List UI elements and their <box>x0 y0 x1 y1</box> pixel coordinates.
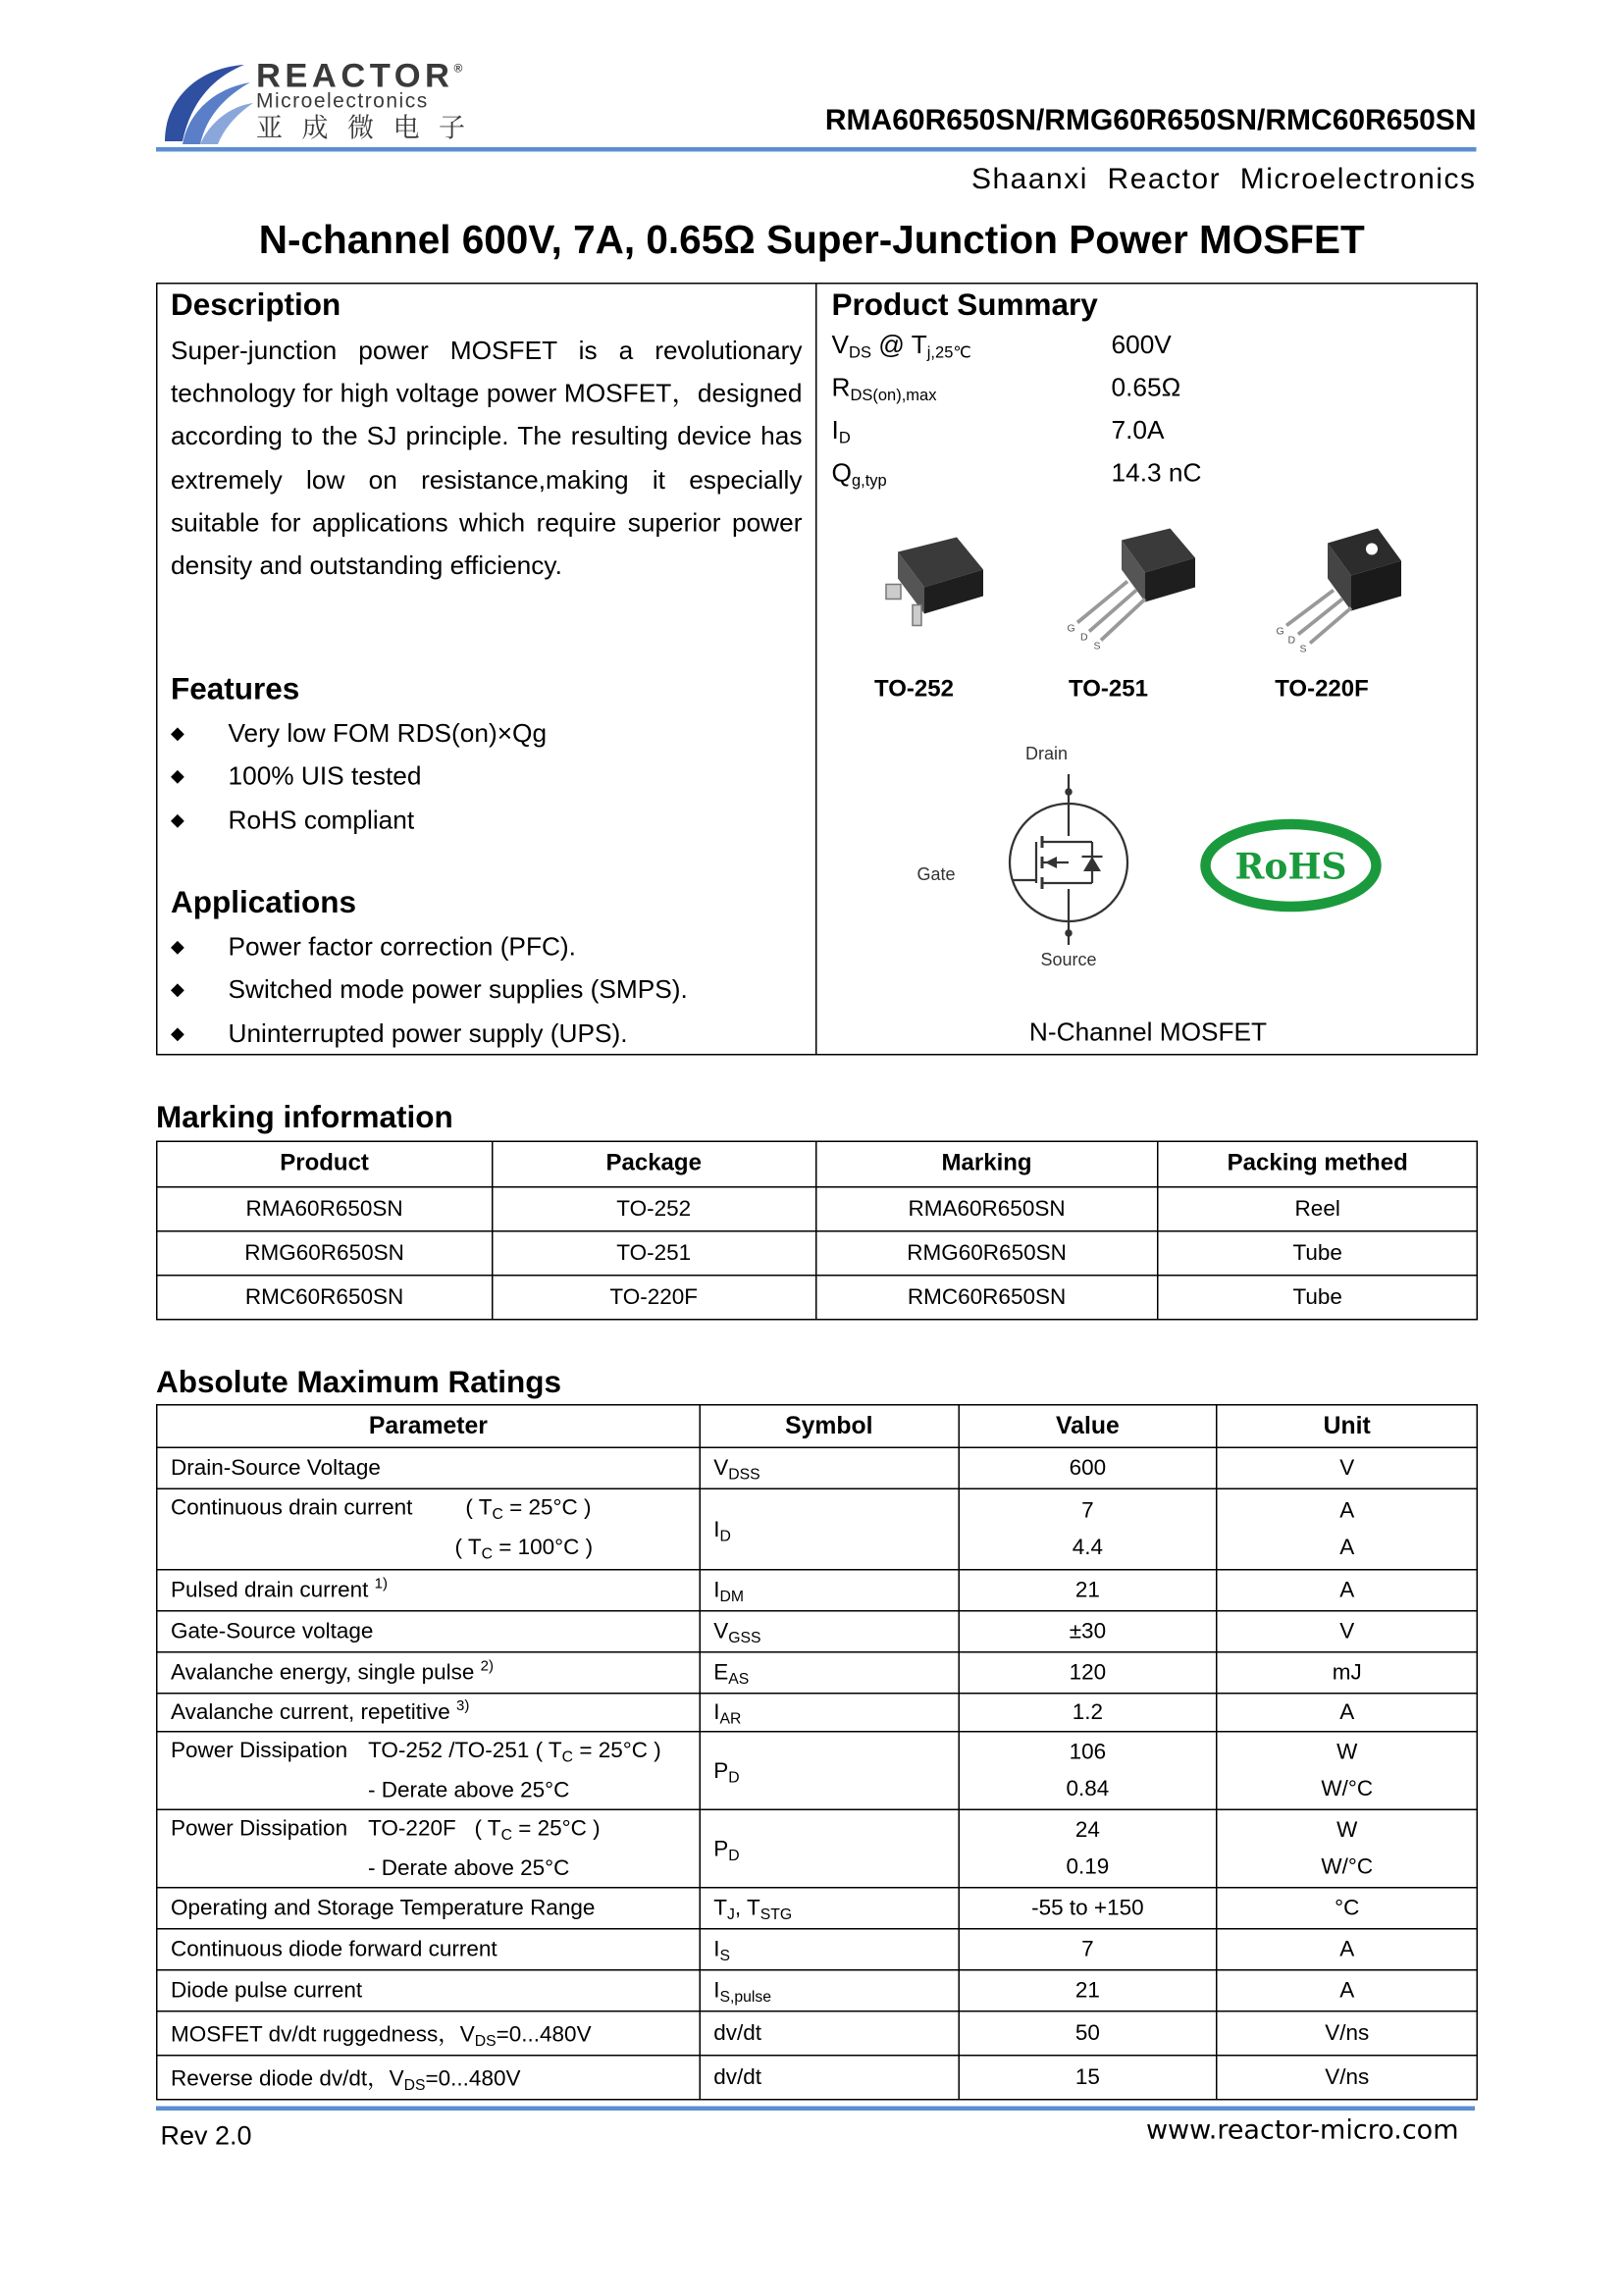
column-header: Unit <box>1217 1405 1477 1448</box>
cell-value: 600 <box>959 1447 1218 1488</box>
diamond-bullet-icon: ◆ <box>171 722 184 744</box>
cell-packing: Tube <box>1158 1231 1477 1276</box>
table-row <box>157 1970 1478 2011</box>
table-row <box>157 1488 1478 1570</box>
cell-value: 120 <box>959 1652 1218 1694</box>
list-item: ◆ Switched mode power supplies (SMPS). <box>171 968 688 1012</box>
cell-unit: A <box>1217 1970 1477 2011</box>
list-item: ◆ 100% UIS tested <box>171 756 547 799</box>
cell-parameter: Power Dissipation TO-220F ( $T_C = 25^\circ C$ ) - Derate above 25°C <box>157 1809 700 1888</box>
pin-label-s: S <box>1093 640 1101 652</box>
applications-list <box>171 926 688 1056</box>
summary-row-vds: VDS @ Tj,25℃ 600V <box>831 330 1172 362</box>
cell-symbol: dv/dt <box>700 2056 959 2100</box>
cell-parameter: Avalanche current, repetitive $^{3)}$ <box>157 1694 700 1732</box>
column-header: Symbol <box>700 1405 959 1448</box>
symbol-caption: N-Channel MOSFET <box>1028 1017 1268 1047</box>
cell-parameter: Reverse diode dv/dt，$V_{DS}=0...480V$ <box>157 2056 700 2100</box>
ratings-table <box>156 1404 1478 2101</box>
cell-value: ±30 <box>959 1611 1218 1652</box>
cell-parameter: MOSFET dv/dt ruggedness，$V_{DS}=0...480V$ <box>157 2011 700 2056</box>
summary-row-qg: Qg,typ 14.3 nC <box>831 457 1202 491</box>
company-logo <box>156 56 509 150</box>
description-heading: Description <box>171 288 341 323</box>
drain-label: Drain <box>1024 744 1069 763</box>
cell-symbol: $V_{DSS}$ <box>700 1447 959 1488</box>
pin-label-s: S <box>1299 643 1307 655</box>
cell-parameter: Power Dissipation TO-252 /TO-251 ( $T_C = 25^\circ C$ ) - Derate above 25°C <box>157 1732 700 1810</box>
cell-parameter: Pulsed drain current $^{1)}$ <box>157 1570 700 1611</box>
cell-unit: W W/°C <box>1217 1809 1477 1888</box>
summary-value: 14.3 nC <box>1111 457 1202 488</box>
table-row <box>157 2056 1478 2100</box>
cell-symbol: $I_{AR}$ <box>700 1694 959 1732</box>
column-header: Marking <box>815 1141 1158 1187</box>
rohs-logo-icon <box>1200 818 1383 913</box>
table-row <box>157 1732 1478 1810</box>
cell-unit: A <box>1217 1694 1477 1732</box>
revision-label: Rev 2.0 <box>160 2120 252 2151</box>
table-row <box>157 1187 1478 1231</box>
cell-package: TO-220F <box>492 1276 815 1320</box>
summary-row-rdson: RDS(on),max 0.65Ω <box>831 372 1181 405</box>
cell-parameter: Gate-Source voltage <box>157 1611 700 1652</box>
marking-table <box>156 1141 1478 1321</box>
diamond-bullet-icon: ◆ <box>171 1021 184 1043</box>
cell-value: 1.2 <box>959 1694 1218 1732</box>
cell-unit: V <box>1217 1447 1477 1488</box>
applications-heading: Applications <box>171 886 357 920</box>
nmos-schematic-icon <box>898 736 1148 986</box>
diamond-bullet-icon: ◆ <box>171 809 184 830</box>
table-row <box>157 1694 1478 1732</box>
cell-symbol: $I_{DM}$ <box>700 1570 959 1611</box>
column-header: Parameter <box>157 1405 700 1448</box>
pin-label-g: G <box>1067 622 1075 635</box>
cell-symbol: $I_{S,pulse}$ <box>700 1970 959 2011</box>
cell-value: 15 <box>959 2056 1218 2100</box>
header-rule <box>156 147 1477 152</box>
cell-parameter: Diode pulse current <box>157 1970 700 2011</box>
diamond-bullet-icon: ◆ <box>171 978 184 1000</box>
list-item: ◆ RoHS compliant <box>171 799 547 842</box>
cell-unit: A <box>1217 1929 1477 1970</box>
features-heading: Features <box>171 672 300 706</box>
cell-unit: A <box>1217 1570 1477 1611</box>
company-name: Shaanxi Reactor Microelectronics <box>970 163 1477 196</box>
cell-unit: mJ <box>1217 1652 1477 1694</box>
table-header-row <box>157 1405 1478 1448</box>
cell-value: 24 0.19 <box>959 1809 1218 1888</box>
package-label-to252: TO-252 <box>874 677 954 703</box>
table-header-row <box>157 1141 1478 1187</box>
table-row <box>157 1888 1478 1929</box>
features-list <box>171 712 547 842</box>
website-link[interactable]: www.reactor-micro.com <box>1145 2114 1459 2146</box>
cell-unit: V/ns <box>1217 2056 1477 2100</box>
summary-row-id: ID 7.0A <box>831 415 1165 447</box>
summary-value: 0.65Ω <box>1111 372 1181 402</box>
column-header: Package <box>492 1141 815 1187</box>
pin-label-d: D <box>1080 631 1088 644</box>
table-row <box>157 1652 1478 1694</box>
cell-symbol: $P_D$ <box>700 1809 959 1888</box>
logo-brand: REACTOR® <box>256 56 463 94</box>
table-row <box>157 1447 1478 1488</box>
logo-swoosh-icon <box>156 56 259 150</box>
cell-package: TO-251 <box>492 1231 815 1276</box>
list-item: ◆ Uninterrupted power supply (UPS). <box>171 1012 688 1055</box>
list-item: ◆ Power factor correction (PFC). <box>171 926 688 969</box>
summary-value: 7.0A <box>1111 415 1165 444</box>
cell-package: TO-252 <box>492 1187 815 1231</box>
package-pictures <box>854 523 1442 670</box>
logo-subtitle: Microelectronics <box>256 88 429 112</box>
cell-unit: V/ns <box>1217 2011 1477 2056</box>
document-title: N-channel 600V, 7A, 0.65Ω Super-Junction Power MOSFET <box>258 218 1365 262</box>
cell-symbol: $P_D$ <box>700 1732 959 1810</box>
cell-product: RMG60R650SN <box>157 1231 493 1276</box>
cell-product: RMC60R650SN <box>157 1276 493 1320</box>
pin-label-g: G <box>1276 625 1284 638</box>
cell-parameter: Continuous drain current ( $T_C = 25^\circ C$ ) ( $T_C = 100^\circ C$ ) <box>157 1488 700 1570</box>
cell-parameter: Operating and Storage Temperature Range <box>157 1888 700 1929</box>
cell-parameter: Avalanche energy, single pulse $^{2)}$ <box>157 1652 700 1694</box>
list-item: ◆ Very low FOM RDS(on)×Qg <box>171 712 547 756</box>
to252-package-icon <box>886 538 983 626</box>
footer-rule <box>156 2107 1475 2112</box>
cell-product: RMA60R650SN <box>157 1187 493 1231</box>
marking-heading: Marking information <box>156 1101 453 1135</box>
cell-unit: W W/°C <box>1217 1732 1477 1810</box>
cell-value: 21 <box>959 1570 1218 1611</box>
ratings-heading: Absolute Maximum Ratings <box>156 1366 562 1400</box>
column-header: Value <box>959 1405 1218 1448</box>
cell-marking: RMA60R650SN <box>815 1187 1158 1231</box>
table-row <box>157 2011 1478 2056</box>
cell-symbol: $I_D$ <box>700 1488 959 1570</box>
cell-symbol: dv/dt <box>700 2011 959 2056</box>
cell-value: 21 <box>959 1970 1218 2011</box>
cell-parameter: Continuous diode forward current <box>157 1929 700 1970</box>
table-row <box>157 1611 1478 1652</box>
cell-unit: °C <box>1217 1888 1477 1929</box>
cell-symbol: $V_{GSS}$ <box>700 1611 959 1652</box>
to220f-package-icon <box>1277 529 1402 655</box>
cell-symbol: $I_S$ <box>700 1929 959 1970</box>
cell-parameter: Drain-Source Voltage <box>157 1447 700 1488</box>
column-header: Packing methed <box>1158 1141 1477 1187</box>
description-text: Super-junction power MOSFET is a revolutionary technology for high voltage power MOSFET，designed according to the SJ principle. The resulting device has extremely low on resistance,making it especially suitable for applications which require superior power density and outstanding efficiency. <box>171 336 803 581</box>
diamond-bullet-icon: ◆ <box>171 936 184 957</box>
cell-marking: RMC60R650SN <box>815 1276 1158 1320</box>
summary-value: 600V <box>1111 330 1172 359</box>
cell-value: 7 <box>959 1929 1218 1970</box>
pin-label-d: D <box>1287 634 1296 647</box>
table-row <box>157 1570 1478 1611</box>
cell-value: 7 4.4 <box>959 1488 1218 1570</box>
part-numbers: RMA60R650SN/RMG60R650SN/RMC60R650SN <box>824 104 1477 137</box>
cell-marking: RMG60R650SN <box>815 1231 1158 1276</box>
cell-unit: V <box>1217 1611 1477 1652</box>
table-row <box>157 1929 1478 1970</box>
table-row <box>157 1276 1478 1320</box>
gate-label: Gate <box>916 864 956 884</box>
cell-packing: Reel <box>1158 1187 1477 1231</box>
cell-packing: Tube <box>1158 1276 1477 1320</box>
cell-unit: A A <box>1217 1488 1477 1570</box>
rohs-text: RoHS <box>1234 846 1347 888</box>
to251-package-icon <box>1068 529 1196 652</box>
cell-value: 106 0.84 <box>959 1732 1218 1810</box>
cell-symbol: $E_{AS}$ <box>700 1652 959 1694</box>
cell-symbol: $T_J$, $T_{STG}$ <box>700 1888 959 1929</box>
diamond-bullet-icon: ◆ <box>171 765 184 787</box>
table-row <box>157 1809 1478 1888</box>
cell-value: -55 to +150 <box>959 1888 1218 1929</box>
overview-divider <box>815 283 817 1056</box>
logo-chinese-name: 亚成微电子 <box>256 113 485 144</box>
package-label-to220f: TO-220F <box>1275 677 1369 703</box>
product-summary-heading: Product Summary <box>831 288 1098 323</box>
source-label: Source <box>1040 950 1097 969</box>
table-row <box>157 1231 1478 1276</box>
package-label-to251: TO-251 <box>1069 677 1148 703</box>
cell-value: 50 <box>959 2011 1218 2056</box>
column-header: Product <box>157 1141 493 1187</box>
